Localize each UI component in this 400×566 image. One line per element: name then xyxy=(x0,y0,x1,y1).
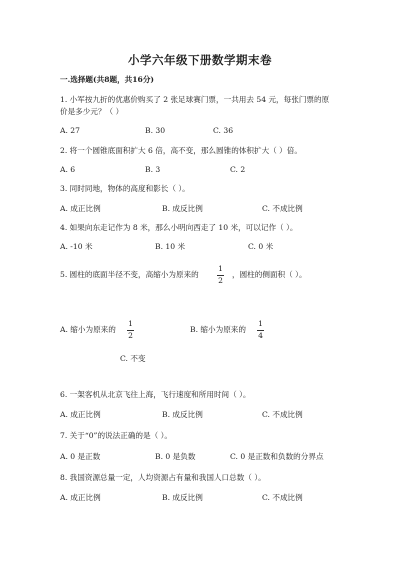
question-8-option-c: C. 不成比例 xyxy=(262,493,303,502)
question-3-option-b: B. 成反比例 xyxy=(162,204,203,213)
question-8-text: 8. 我国资源总量一定，人均资源占有量和我国人口总数（ ）。 xyxy=(60,473,266,482)
question-5-text-cont: ，圆柱的侧面积（ ）。 xyxy=(232,270,307,279)
question-5-option-b-fraction xyxy=(257,320,264,340)
question-6-option-c: C. 不成比例 xyxy=(262,410,303,419)
question-1-option-c: C. 36 xyxy=(213,126,234,135)
question-5-fraction xyxy=(217,265,224,285)
question-3-option-c: C. 不成比例 xyxy=(262,204,303,213)
question-5-option-b: B. 缩小为原来的 xyxy=(190,325,246,334)
question-6-text: 6. 一架客机从北京飞往上海，飞行速度和所用时间（ ）。 xyxy=(60,390,251,399)
question-7-option-a: A. 0 是正数 xyxy=(60,452,101,461)
question-8-option-b: B. 成反比例 xyxy=(162,493,203,502)
fraction-bar xyxy=(217,275,224,276)
question-7-text: 7. 关于“0”的说法正确的是（ ）。 xyxy=(60,431,172,440)
question-6-option-a: A. 成正比例 xyxy=(60,410,101,419)
question-5-option-c: C. 不变 xyxy=(120,354,146,363)
fraction-bar xyxy=(127,330,134,331)
question-8-option-a: A. 成正比例 xyxy=(60,493,101,502)
question-1-text-cont: 价是多少元？（ ） xyxy=(60,107,124,116)
fraction-denominator: 2 xyxy=(218,276,223,286)
question-7-option-b: B. 0 是负数 xyxy=(155,452,196,461)
question-1-text: 1. 小军按九折的优惠价购买了 2 张足球赛门票，一共用去 54 元，每张门票的原 xyxy=(60,95,330,104)
question-4-option-a: A. -10 米 xyxy=(60,242,93,251)
fraction-bar xyxy=(257,330,264,331)
question-7-option-c: C. 0 是正数和负数的分界点 xyxy=(230,452,324,461)
fraction-denominator: 4 xyxy=(258,331,263,341)
question-4-text: 4. 如果向东走记作为 8 米，那么小明向西走了 10 米，可以记作（ ）。 xyxy=(60,223,298,232)
question-2-option-c: C. 2 xyxy=(230,165,246,174)
question-3-text: 3. 同时同地，物体的高度和影长（ ）。 xyxy=(60,184,190,193)
question-2-text: 2. 将一个圆锥底面积扩大 6 倍，高不变，那么圆锥的体积扩大（ ）倍。 xyxy=(60,146,302,155)
fraction-numerator: 1 xyxy=(258,319,263,328)
section-heading: 一.选择题(共8题，共16分) xyxy=(60,75,155,84)
fraction-numerator: 1 xyxy=(218,264,223,273)
question-6-option-b: B. 成反比例 xyxy=(162,410,203,419)
question-5-text: 5. 圆柱的底面半径不变，高缩小为原来的 xyxy=(60,270,199,279)
question-2-option-b: B. 3 xyxy=(145,165,161,174)
question-1-option-b: B. 30 xyxy=(145,126,166,135)
question-4-option-b: B. 10 米 xyxy=(155,242,186,251)
question-3-option-a: A. 成正比例 xyxy=(60,204,101,213)
question-2-option-a: A. 6 xyxy=(60,165,76,174)
question-5-option-a: A. 缩小为原来的 xyxy=(60,325,116,334)
question-1-option-a: A. 27 xyxy=(60,126,80,135)
page-title: 小学六年级下册数学期末卷 xyxy=(128,53,272,67)
fraction-numerator: 1 xyxy=(128,319,133,328)
question-5-option-a-fraction xyxy=(127,320,134,340)
question-4-option-c: C. 0 米 xyxy=(248,242,274,251)
fraction-denominator: 2 xyxy=(128,331,133,341)
